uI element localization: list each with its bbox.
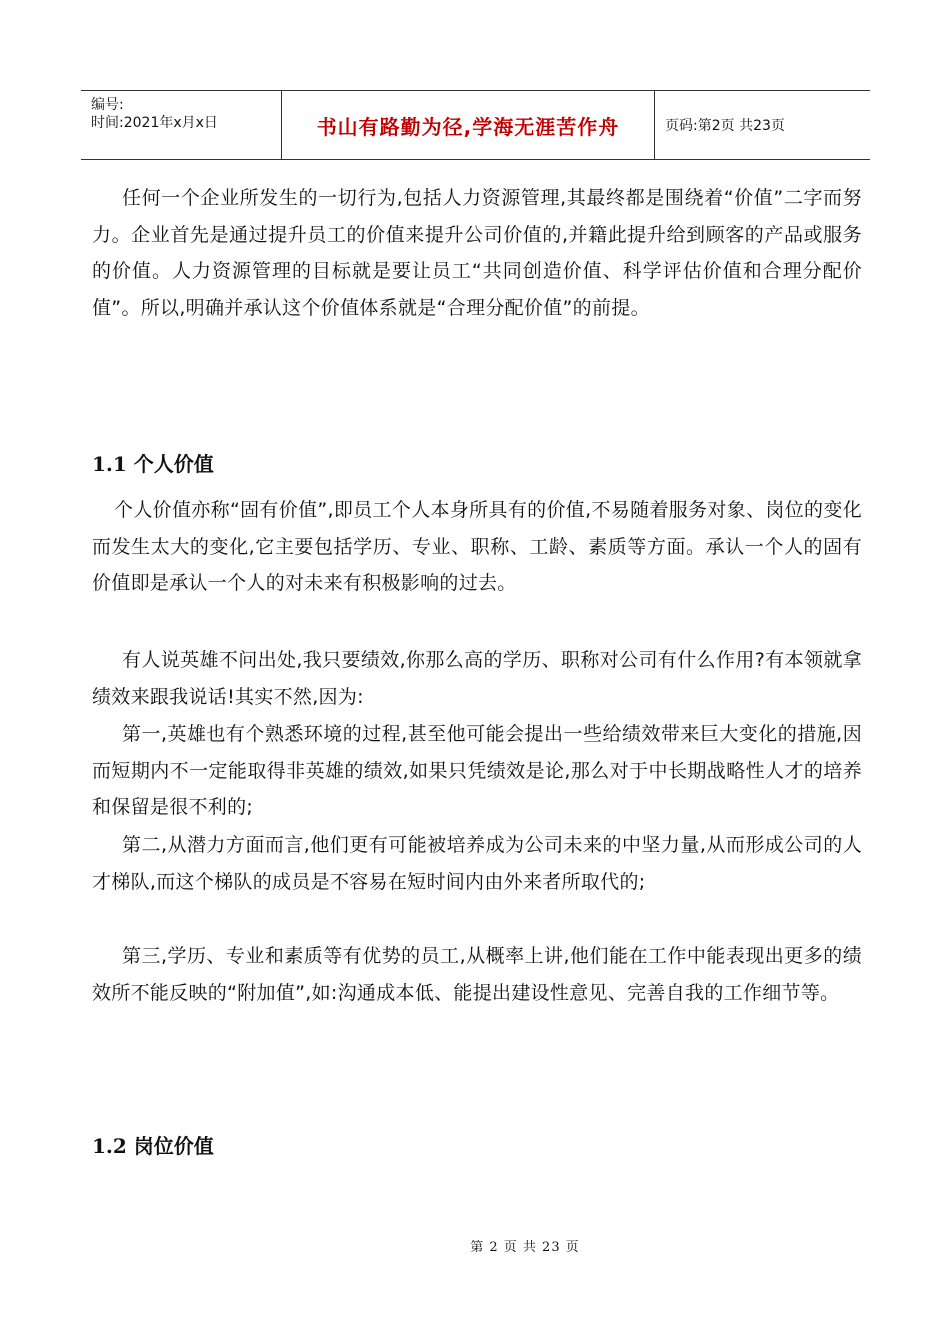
paragraph-personal-value: 个人价值亦称“固有价值”,即员工个人本身所具有的价值,不易随着服务对象、岗位的变化而发生太大的变化,它主要包括学历、专业、职称、工龄、素质等方面。承认一个人的固有价值即是承认一个人的对未来有积极影响的过去。 — [92, 499, 862, 594]
page-info: 页码:第2页 共23页 — [665, 118, 785, 134]
header-motto-cell — [282, 91, 655, 159]
section-heading-1-1: 1.1 个人价值 — [92, 452, 214, 476]
motto-text: 书山有路勤为径,学海无涯苦作舟 — [316, 114, 620, 139]
header-meta-cell — [81, 91, 282, 159]
number-label: 编号: — [91, 97, 124, 113]
header-page-cell — [655, 91, 870, 159]
paragraph-point-one: 第一,英雄也有个熟悉环境的过程,甚至他可能会提出一些给绩效带来巨大变化的措施,因而短期内不一定能取得非英雄的绩效,如果只凭绩效是论,那么对于中长期战略性人才的培养和保留是很不利的; — [92, 723, 862, 818]
intro-paragraph: 任何一个企业所发生的一切行为,包括人力资源管理,其最终都是围绕着“价值”二字而努力。企业首先是通过提升员工的价值来提升公司价值的,并籍此提升给到顾客的产品或服务的价值。人力资源管理的目标就是要让员工“共同创造价值、科学评估价值和合理分配价值”。所以,明确并承认这个价值体系就是“合理分配价值”的前提。 — [92, 187, 862, 319]
time-label: 时间:2021年x月x日 — [91, 115, 218, 131]
page-footer: 第 2 页 共 23 页 — [470, 1240, 580, 1255]
section-heading-1-2: 1.2 岗位价值 — [92, 1134, 214, 1158]
paragraph-point-three: 第三,学历、专业和素质等有优势的员工,从概率上讲,他们能在工作中能表现出更多的绩效所不能反映的“附加值”,如:沟通成本低、能提出建设性意见、完善自我的工作细节等。 — [92, 945, 862, 1004]
paragraph-point-two: 第二,从潜力方面而言,他们更有可能被培养成为公司未来的中坚力量,从而形成公司的人才梯队,而这个梯队的成员是不容易在短时间内由外来者所取代的; — [92, 834, 862, 893]
paragraph-hero-argument: 有人说英雄不问出处,我只要绩效,你那么高的学历、职称对公司有什么作用?有本领就拿绩效来跟我说话!其实不然,因为: — [92, 649, 862, 708]
page-header — [81, 90, 870, 160]
